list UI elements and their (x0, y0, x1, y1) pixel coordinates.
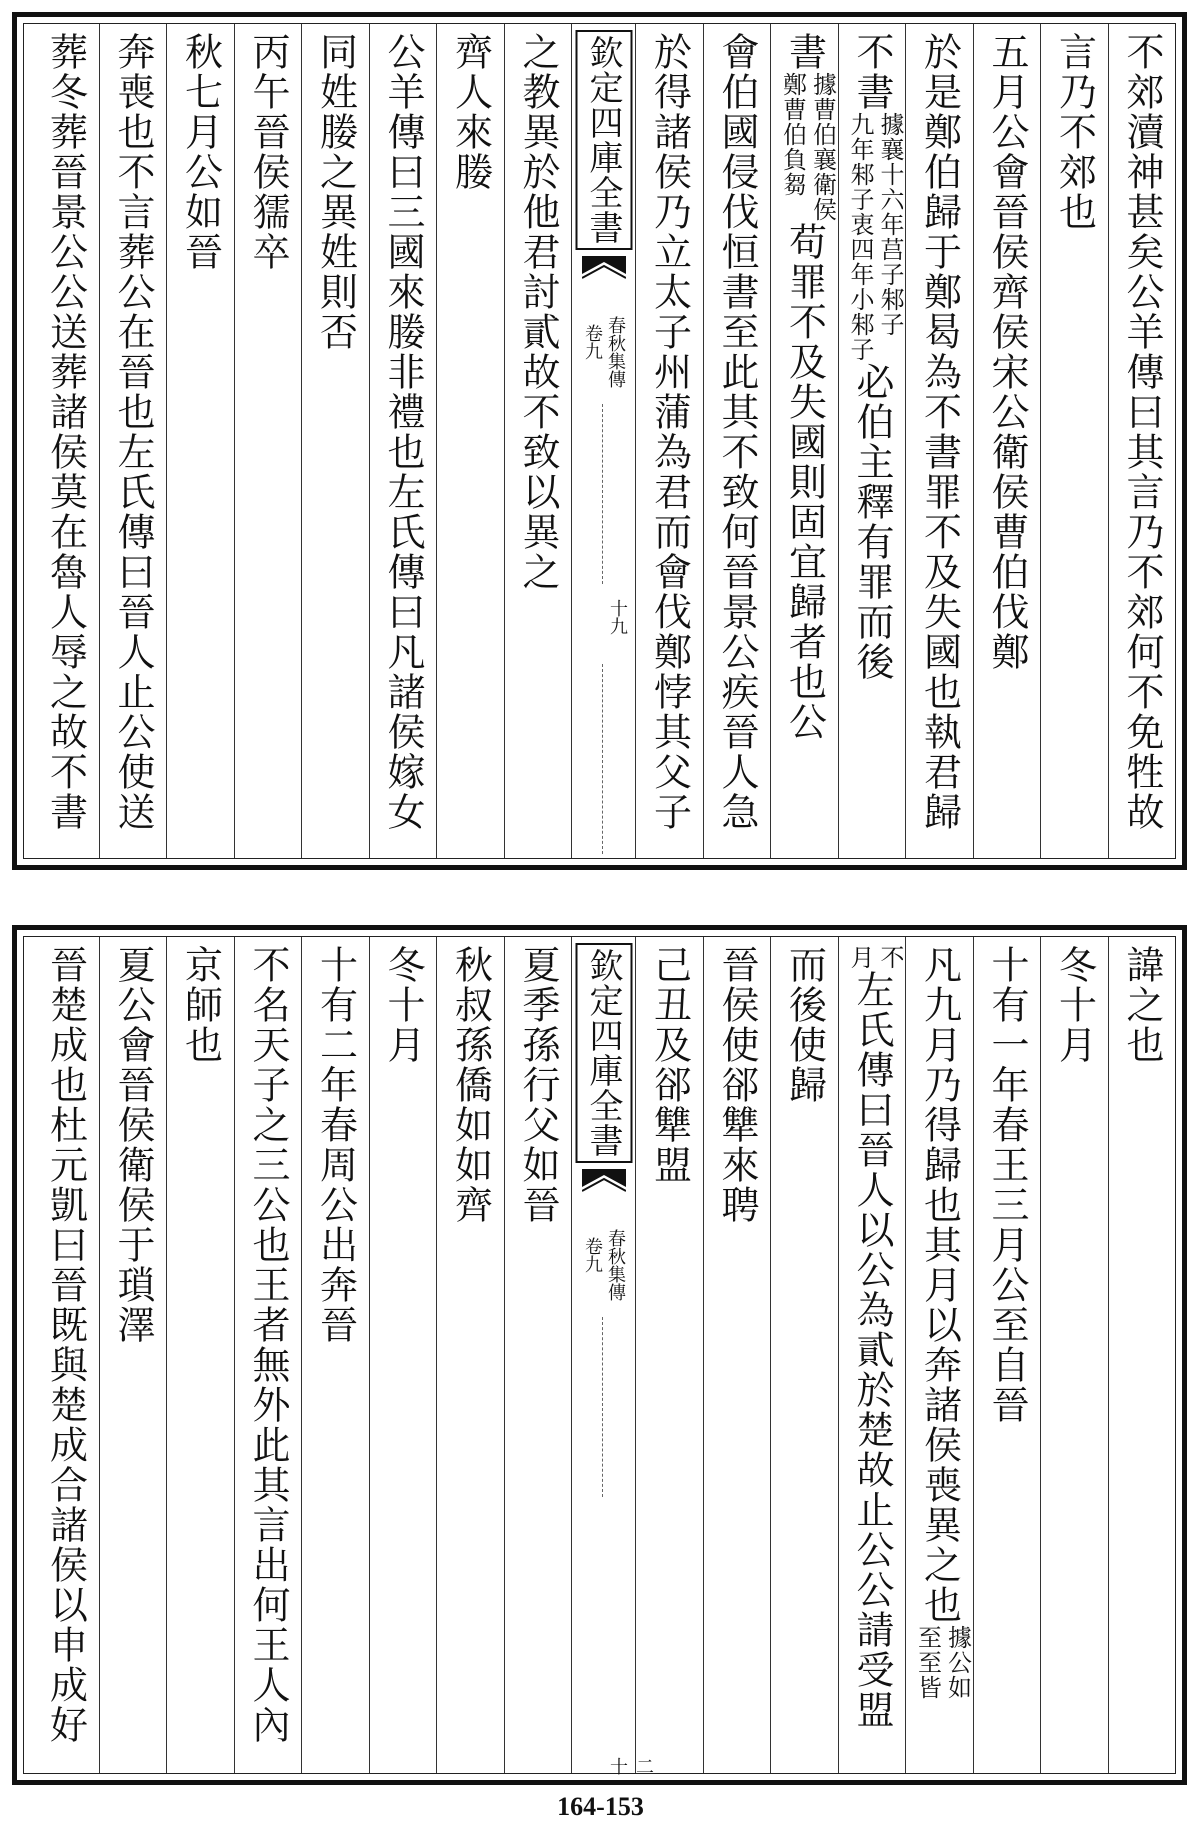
main-text: 左氏傳曰晉人以公為貳於楚故止公公請受盟 (850, 970, 894, 1730)
fishtail-mark-icon (582, 1169, 626, 1199)
column-text: 晉侯使郤犨來聘 (715, 945, 759, 1225)
text-column (770, 24, 838, 858)
column-text: 之教異於他君討貳故不致以異之 (516, 32, 560, 592)
interlinear-note (839, 945, 906, 970)
column-text: 秋七月公如晉 (178, 32, 223, 272)
column-text: 十有一年春王三月公至自晉 (985, 945, 1029, 1425)
text-column (973, 24, 1041, 858)
column-text: 京師也 (178, 945, 223, 1065)
column-text: 諱之也 (1120, 945, 1164, 1065)
column-text: 冬十月 (381, 945, 425, 1065)
fishtail-mark-icon (582, 256, 626, 286)
text-column (838, 937, 906, 1773)
column-text: 己丑及郤犨盟 (647, 945, 692, 1185)
text-column (436, 24, 504, 858)
column-text: 不名天子之三公也王者無外此其言出何王人內 (246, 945, 290, 1745)
note-line: 鄭曹伯負芻 (778, 72, 807, 197)
top-gutter (571, 24, 635, 858)
column-text: 於得諸侯乃立太子州蒲為君而會伐鄭悖其父子 (647, 32, 692, 832)
text-column (905, 24, 973, 858)
column-text (771, 32, 838, 742)
main-text: 苟罪不及失國則固宜歸者也公 (782, 222, 827, 742)
column-text: 冬十月 (1052, 945, 1097, 1065)
gutter-volume: 卷九 (582, 324, 603, 360)
text-column (905, 937, 973, 1773)
main-text: 凡九月乃得歸也其月以奔諸侯喪異之也 (917, 945, 962, 1625)
column-text: 公羊傳曰三國來媵非禮也左氏傳曰凡諸侯嫁女 (381, 32, 425, 832)
interlinear-note (771, 72, 838, 222)
text-column (1040, 937, 1108, 1773)
text-column (31, 24, 99, 858)
gutter-title: 欽定四庫全書 (575, 943, 632, 1163)
column-text: 不郊瀆神甚矣公羊傳曰其言乃不郊何不免牲故 (1120, 32, 1164, 832)
text-column (166, 24, 234, 858)
note-line: 月 (846, 945, 874, 970)
column-text: 於是鄭伯歸于鄭曷為不書罪不及失國也執君歸 (917, 32, 962, 832)
text-column (31, 937, 99, 1773)
bottom-page (12, 925, 1187, 1785)
column-text: 五月公會晉侯齊侯宋公衛侯曹伯伐鄭 (985, 32, 1029, 672)
text-column (369, 24, 437, 858)
text-column (703, 24, 771, 858)
gutter-page-number: 十九 (607, 599, 628, 635)
main-text: 不書 (850, 32, 894, 112)
gutter-dashed-line (602, 664, 603, 854)
column-text: 而後使歸 (782, 945, 827, 1105)
gutter-book-title: 春秋集傳 (605, 316, 626, 388)
note-line: 九年邾子衷四年小邾子 (846, 112, 874, 362)
column-text: 會伯國侵伐恒書至此其不致何晉景公疾晉人急 (715, 32, 759, 832)
column-text: 秋叔孫僑如如齊 (448, 945, 493, 1225)
column-text: 夏公會晉侯衛侯于瑣澤 (111, 945, 155, 1345)
note-line: 不 (876, 945, 904, 970)
note-line: 據公如 (943, 1625, 972, 1700)
column-text: 晉楚成也杜元凱曰晉既與楚成合諸侯以申成好 (43, 945, 88, 1745)
text-column (635, 937, 703, 1773)
column-text: 夏季孫行父如晉 (516, 945, 560, 1225)
text-column (99, 937, 167, 1773)
top-page-columns (24, 24, 1175, 858)
column-text: 齊人來媵 (448, 32, 493, 192)
text-column (1108, 24, 1176, 858)
note-line: 至至皆 (913, 1625, 942, 1700)
gutter-dashed-line (602, 1317, 603, 1497)
gutter-book-title: 春秋集傳 (605, 1229, 626, 1301)
text-column (770, 937, 838, 1773)
text-column (635, 24, 703, 858)
column-text (906, 945, 973, 1700)
column-text: 十有二年春周公出奔晉 (313, 945, 358, 1345)
interlinear-note (906, 1625, 973, 1700)
bottom-page-columns (24, 937, 1175, 1773)
top-page-frame (23, 23, 1176, 859)
interlinear-note (839, 112, 906, 362)
column-text: 奔喪也不言葬公在晉也左氏傳曰晉人止公使送 (111, 32, 155, 832)
text-column (838, 24, 906, 858)
bottom-gutter (571, 937, 654, 1775)
note-line: 據曹伯襄衛侯 (808, 72, 837, 222)
text-column (504, 24, 572, 858)
main-text: 書 (782, 32, 827, 72)
text-column (234, 24, 302, 858)
gutter-title: 欽定四庫全書 (575, 30, 632, 250)
bottom-page-frame (23, 936, 1176, 1774)
text-column (166, 937, 234, 1773)
column-text (839, 945, 906, 1730)
note-line: 據襄十六年莒子邾子 (876, 112, 904, 337)
top-page (12, 12, 1187, 870)
page-footer-number: 164-153 (557, 1792, 644, 1821)
column-text: 同姓媵之異姓則否 (313, 32, 358, 352)
text-column (1040, 24, 1108, 858)
column-text: 葬冬葬晉景公公送葬諸侯莫在魯人辱之故不書 (43, 32, 88, 832)
gutter-volume: 卷九 (582, 1237, 603, 1273)
text-column (504, 937, 572, 1773)
gutter-page-number: 二十 (607, 1757, 654, 1775)
text-column (301, 937, 369, 1773)
text-column (301, 24, 369, 858)
text-column (369, 937, 437, 1773)
text-column (99, 24, 167, 858)
text-column (1108, 937, 1176, 1773)
text-column (973, 937, 1041, 1773)
gutter-dashed-line (602, 404, 603, 584)
text-column (703, 937, 771, 1773)
main-text: 必伯主釋有罪而後 (850, 362, 894, 682)
column-text: 丙午晉侯獳卒 (246, 32, 290, 272)
column-text: 言乃不郊也 (1052, 32, 1097, 232)
text-column (234, 937, 302, 1773)
text-column (436, 937, 504, 1773)
column-text (839, 32, 906, 682)
